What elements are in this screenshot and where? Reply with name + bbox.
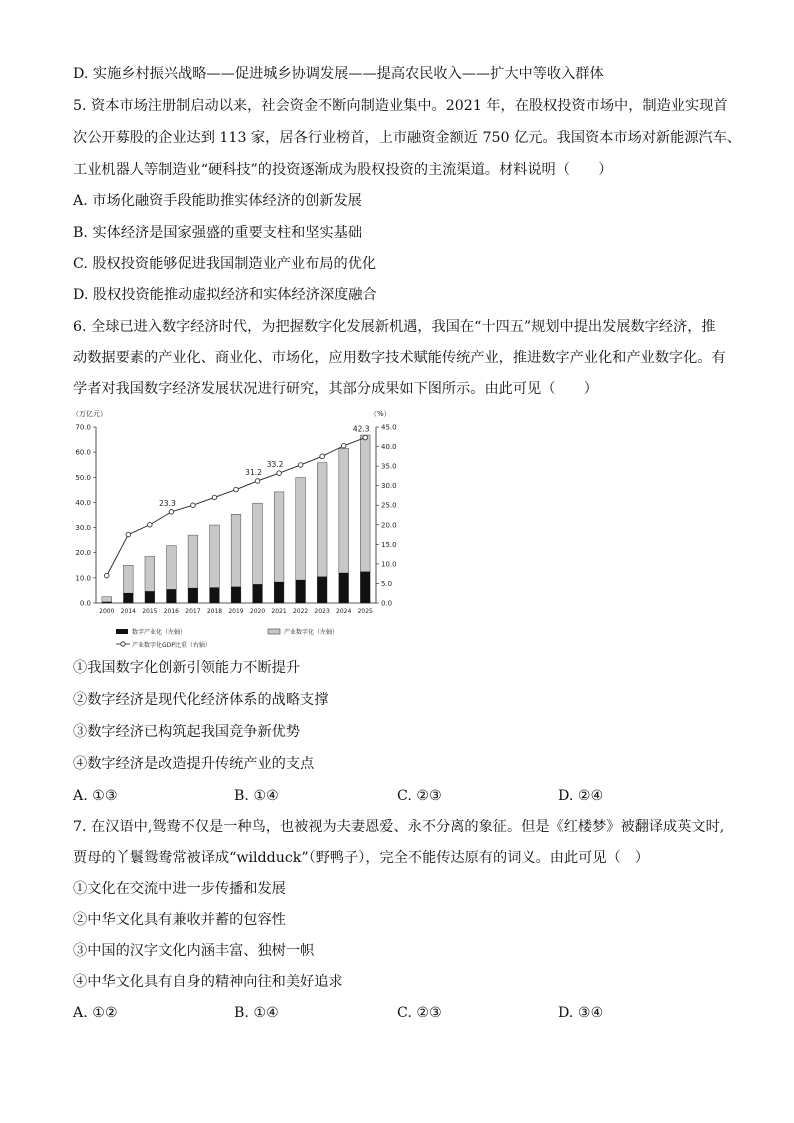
q5-option-a: A. 市场化融资手段能助推实体经济的创新发展 — [73, 193, 362, 209]
right-tick-label: 30.0 — [381, 482, 397, 491]
q5-stem-line-1: 5. 资本市场注册制启动以来，社会资金不断向制造业集中。2021 年，在股权投资市场中，制造业实现首 — [73, 98, 728, 114]
gdp-share-point — [363, 435, 368, 440]
bar-digital-industrialization — [123, 593, 133, 603]
left-tick-label: 20.0 — [75, 549, 91, 558]
gdp-share-data-label: 31.2 — [245, 467, 262, 477]
q5-option-d: D. 股权投资能推动虚拟经济和实体经济深度融合 — [73, 287, 377, 303]
left-tick-label: 10.0 — [75, 574, 91, 583]
q7-option-c: C. ②③ — [397, 1005, 442, 1021]
q6-stem-line-2: 动数据要素的产业化、商业化、市场化，应用数字技术赋能传统产业，推进数字产业化和产业数字化。有 — [73, 350, 726, 366]
gdp-share-point — [212, 495, 217, 500]
q7-option-b: B. ①④ — [234, 1005, 279, 1021]
bar-digital-industrialization — [317, 577, 327, 603]
bar-digital-industrialization — [167, 589, 177, 603]
bar-digital-industrialization — [210, 587, 220, 603]
bar-digital-industrialization — [145, 591, 155, 603]
left-tick-label: 60.0 — [75, 448, 91, 457]
legend-label-digitalization: 产业数字化（左轴） — [284, 629, 339, 636]
gdp-share-point — [234, 487, 239, 492]
q5-option-c: C. 股权投资能够促进我国制造业产业布局的优化 — [73, 256, 377, 272]
q5-stem-line-3: 工业机器人等制造业“硬科技”的投资逐渐成为股权投资的主流渠道。材料说明（ ） — [73, 162, 613, 178]
right-tick-label: 5.0 — [381, 579, 393, 588]
legend-label-gdp-share: 产业数字化GDP比重（右轴） — [132, 642, 211, 649]
right-tick-label: 40.0 — [381, 443, 397, 452]
x-tick-label: 2018 — [206, 608, 223, 615]
bar-digital-industrialization — [339, 573, 349, 603]
x-tick-label: 2024 — [336, 608, 352, 615]
q6-item-2: ②数字经济是现代化经济体系的战略支撑 — [73, 692, 329, 708]
left-axis-label: （万亿元） — [72, 410, 107, 418]
x-tick-label: 2021 — [271, 608, 287, 615]
gdp-share-data-label: 23.3 — [159, 498, 176, 508]
gdp-share-point — [104, 573, 109, 578]
legend-line-marker — [121, 642, 125, 646]
x-tick-label: 2022 — [292, 608, 309, 615]
q7-option-d: D. ③④ — [558, 1005, 604, 1021]
gdp-share-data-label: 33.2 — [266, 460, 284, 470]
bar-digital-industrialization — [253, 584, 263, 603]
q6-option-d: D. ②④ — [558, 788, 604, 804]
bar-digital-industrialization — [296, 580, 306, 603]
x-tick-label: 2017 — [185, 608, 201, 615]
left-tick-label: 70.0 — [75, 423, 91, 432]
gdp-share-point — [298, 463, 303, 468]
q7-item-3: ③中国的汉字文化内涵丰富、独树一帜 — [73, 943, 315, 959]
q6-item-1: ①我国数字化创新引领能力不断提升 — [73, 660, 301, 676]
legend-label-industrialization: 数字产业化（左轴） — [132, 629, 187, 636]
chart-legend — [116, 628, 338, 649]
chart-svg — [68, 405, 397, 655]
q6-option-b: B. ①④ — [234, 788, 279, 804]
q6-item-4: ④数字经济是改造提升传统产业的支点 — [73, 756, 315, 772]
q7-item-4: ④中华文化具有自身的精神向往和美好追求 — [73, 974, 343, 990]
gdp-share-point — [126, 532, 131, 537]
q6-option-c: C. ②③ — [397, 788, 442, 804]
bar-digital-industrialization — [231, 587, 241, 603]
gdp-share-point — [148, 522, 153, 527]
x-tick-label: 2025 — [357, 608, 373, 615]
right-tick-label: 10.0 — [381, 560, 397, 569]
q7-stem-line-1: 7. 在汉语中,鸳鸯不仅是一种鸟，也被视为夫妻恩爱、永不分离的象征。但是《红楼梦》被翻译成英文时, — [73, 819, 725, 835]
bar-digital-industrialization — [274, 582, 284, 603]
bar-digital-industrialization — [360, 572, 370, 603]
gdp-share-point — [277, 471, 282, 476]
right-tick-label: 25.0 — [381, 501, 397, 510]
legend-swatch-digitalization — [268, 629, 280, 634]
q6-item-3: ③数字经济已构筑起我国竞争新优势 — [73, 724, 301, 740]
x-tick-label: 2014 — [120, 608, 136, 615]
right-tick-label: 0.0 — [381, 599, 393, 608]
x-tick-label: 2020 — [249, 608, 266, 615]
left-tick-label: 30.0 — [75, 524, 91, 533]
gdp-share-point — [341, 443, 346, 448]
bar-digital-industrialization — [188, 588, 198, 603]
digital-economy-chart — [68, 405, 397, 655]
x-tick-label: 2019 — [228, 608, 244, 615]
gdp-share-data-label: 42.3 — [352, 424, 370, 434]
right-tick-label: 20.0 — [381, 521, 397, 530]
q7-option-a: A. ①② — [73, 1005, 118, 1021]
right-tick-label: 35.0 — [381, 462, 397, 471]
q4-option-d: D. 实施乡村振兴战略——促进城乡协调发展——提高农民收入——扩大中等收入群体 — [73, 66, 604, 82]
q6-stem-line-1: 6. 全球已进入数字经济时代，为把握数字化发展新机遇，我国在“十四五”规划中提出发展数字经济，推 — [73, 319, 716, 335]
x-tick-label: 2015 — [142, 608, 158, 615]
gdp-share-point — [169, 510, 174, 515]
gdp-share-point — [255, 479, 260, 484]
q6-stem-line-3: 学者对我国数字经济发展状况进行研究，其部分成果如下图所示。由此可见（ ） — [73, 381, 598, 397]
q7-stem-line-2: 贾母的丫鬟鸳鸯常被译成“wildduck”（野鸭子），完全不能传达原有的词义。由此可见（ ） — [73, 850, 650, 866]
q6-option-a: A. ①③ — [73, 788, 118, 804]
x-tick-label: 2016 — [163, 608, 180, 615]
q7-item-1: ①文化在交流中进一步传播和发展 — [73, 881, 286, 897]
x-tick-label: 2000 — [99, 608, 115, 615]
gdp-share-point — [320, 454, 325, 459]
gdp-share-point — [191, 503, 196, 508]
left-tick-label: 50.0 — [75, 473, 91, 482]
left-tick-label: 0.0 — [79, 599, 91, 608]
x-tick-label: 2023 — [314, 608, 330, 615]
q5-stem-line-2: 次公开募股的企业达到 113 家，居各行业榜首，上市融资金额近 750 亿元。我国资本市场对新能源汽车、 — [73, 130, 742, 146]
right-axis-label: （%） — [370, 410, 391, 418]
right-tick-label: 45.0 — [381, 423, 397, 432]
q7-item-2: ②中华文化具有兼收并蓄的包容性 — [73, 912, 286, 928]
legend-swatch-industrialization — [116, 629, 128, 634]
left-tick-label: 40.0 — [75, 498, 91, 507]
right-tick-label: 15.0 — [381, 540, 397, 549]
q5-option-b: B. 实体经济是国家强盛的重要支柱和坚实基础 — [73, 225, 363, 241]
